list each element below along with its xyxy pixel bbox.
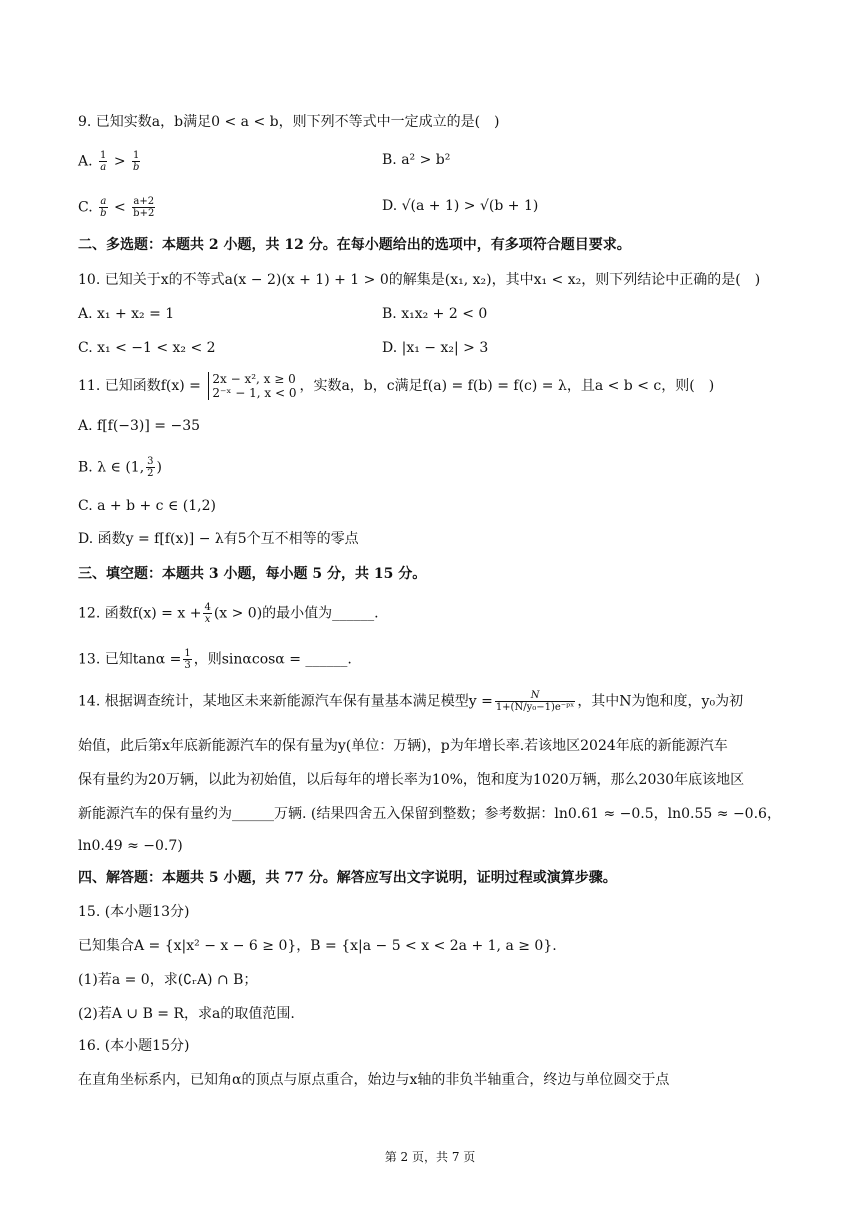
q11-option-b: B. λ ∈ (1, $\frac{3}{2}$ ) <box>78 456 162 479</box>
fraction: $\frac{N}{\text{1+(N/y₀−1)e⁻ᵖˣ}}$ <box>495 690 575 713</box>
q11-stem: 11. 已知函数f(x) = 2x − x², x ≥ 0 2⁻ˣ − 1, x < 0 ，实数a，b，c满足f(a) = f(b) = f(c) = λ，且a < b < c，则( ) <box>78 372 715 400</box>
q11-option-d: D. 函数y = f[f(x)] − λ有5个互不相等的零点 <box>78 531 359 547</box>
q14-line-3: 保有量约为20万辆，以此为初始值，以后每年的增长率为10%，饱和度为1020万辆，那么2030年底该地区 <box>78 772 745 788</box>
fraction: $\frac{a}{b}$ <box>100 196 107 219</box>
q14-line-2: 始值，此后第x年底新能源汽车的保有量为y(单位：万辆)，p为年增长率.若该地区2024年底的新能源汽车 <box>78 738 728 754</box>
q10-option-c: C. x₁ < −1 < x₂ < 2 <box>78 340 216 356</box>
fraction: $\frac{a+2}{b+2}$ <box>133 196 155 219</box>
section-3-heading: 三、填空题：本题共 3 小题，每小题 5 分，共 15 分。 <box>78 566 427 582</box>
q9-option-d: D. √(a + 1) > √(b + 1) <box>382 198 539 214</box>
piecewise-brace: 2x − x², x ≥ 0 2⁻ˣ − 1, x < 0 <box>208 372 296 400</box>
fraction: $\frac{1}{a}$ <box>100 150 107 173</box>
page-footer: 第 2 页，共 7 页 <box>384 1150 476 1164</box>
q12-stem: 12. 函数f(x) = x + $\frac{4}{x}$ (x > 0)的最小值为______. <box>78 602 379 625</box>
q9-option-c: C. $\frac{a}{b}$ < $\frac{a+2}{b+2}$ <box>78 196 155 219</box>
q10-stem: 10. 已知关于x的不等式a(x − 2)(x + 1) + 1 > 0的解集是(x₁, x₂)，其中x₁ < x₂，则下列结论中正确的是( ) <box>78 272 761 288</box>
q10-option-a: A. x₁ + x₂ = 1 <box>78 306 175 322</box>
section-2-heading: 二、多选题：本题共 2 小题，共 12 分。在每小题给出的选项中，有多项符合题目要求。 <box>78 237 631 253</box>
q10-option-b: B. x₁x₂ + 2 < 0 <box>382 306 488 322</box>
q15-line-2: (1)若a = 0，求(∁ᵣA) ∩ B； <box>78 972 258 988</box>
fraction: $\frac{4}{x}$ <box>204 602 211 625</box>
q15-line-1: 已知集合A = {x|x² − x − 6 ≥ 0}，B = {x|a − 5 < x < 2a + 1, a ≥ 0}. <box>78 938 557 954</box>
q10-option-d: D. |x₁ − x₂| > 3 <box>382 340 489 356</box>
q9-option-a: A. $\frac{1}{a}$ > $\frac{1}{b}$ <box>78 150 140 173</box>
q15-title: 15. (本小题13分) <box>78 904 190 920</box>
fraction: $\frac{3}{2}$ <box>147 456 154 479</box>
fraction: $\frac{1}{b}$ <box>133 150 140 173</box>
q15-line-3: (2)若A ∪ B = R，求a的取值范围. <box>78 1006 295 1022</box>
q9-option-b: B. a² > b² <box>382 152 451 168</box>
q14-line-5: ln0.49 ≈ −0.7) <box>78 838 183 854</box>
q9-stem: 9. 已知实数a，b满足0 < a < b，则下列不等式中一定成立的是( ) <box>78 114 500 130</box>
q16-title: 16. (本小题15分) <box>78 1038 190 1054</box>
q14-line-1: 14. 根据调查统计，某地区未来新能源汽车保有量基本满足模型y = $\frac{N}{\text{1+(N/y₀−1)e⁻ᵖˣ}}$ ，其中N为饱和度，y₀为初 <box>78 690 744 713</box>
q16-line-1: 在直角坐标系内，已知角α的顶点与原点重合，始边与x轴的非负半轴重合，终边与单位圆交于点 <box>78 1072 670 1088</box>
fraction: $\frac{1}{3}$ <box>184 648 191 671</box>
q13-stem: 13. 已知tanα = $\frac{1}{3}$ ，则sinαcosα = ______. <box>78 648 352 671</box>
q11-option-c: C. a + b + c ∈ (1,2) <box>78 498 216 514</box>
section-4-heading: 四、解答题：本题共 5 小题，共 77 分。解答应写出文字说明，证明过程或演算步骤。 <box>78 870 617 886</box>
q14-line-4: 新能源汽车的保有量约为______万辆. (结果四舍五入保留到整数；参考数据：ln0.61 ≈ −0.5，ln0.55 ≈ −0.6， <box>78 806 781 822</box>
q11-option-a: A. f[f(−3)] = −35 <box>78 418 201 434</box>
